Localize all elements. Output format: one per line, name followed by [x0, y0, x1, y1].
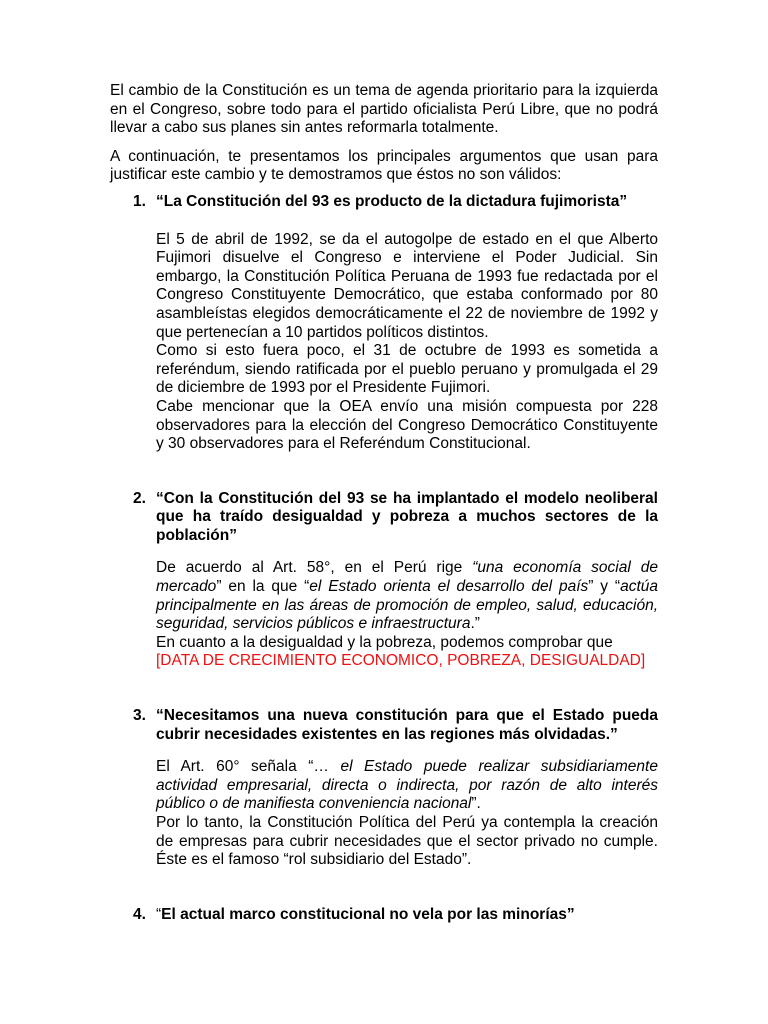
- argument-paragraph: Cabe mencionar que la OEA envío una misión compuesta por 228 observadores para la elección del Congreso Democrático Constituyente y 30 observadores para el Referéndum Constitucional.: [156, 397, 658, 453]
- list-number: 4.: [133, 905, 146, 923]
- list-number: 2.: [133, 489, 146, 507]
- text-run: ” y “: [588, 578, 621, 596]
- list-number: 3.: [133, 707, 146, 725]
- argument-body: [156, 758, 658, 870]
- argument-paragraph: El 5 de abril de 1992, se da el autogolpe de estado en el que Alberto Fujimori disuelve el Congreso e interviene el Poder Judicial. Sin embargo, la Constitución Política Peruana de 1993 fue redactada por el Congreso Constituyente Democrático, que estaba conformado por 80 asambleístas elegidos democráticamente el 22 de noviembre de 1992 y que pertenecían a 10 partidos políticos distintos.: [156, 230, 658, 341]
- argument-paragraph: En cuanto a la desigualdad y la pobreza, podemos comprobar que: [156, 633, 613, 651]
- argument-body: [156, 231, 658, 454]
- argument-item-2: [110, 490, 658, 671]
- argument-heading: “Con la Constitución del 93 se ha implantado el modelo neoliberal que ha traído desigualdad y pobreza a muchos sectores de la población”: [156, 489, 658, 544]
- text-run: ”.: [471, 795, 481, 813]
- argument-paragraph: [156, 559, 658, 633]
- text-run: El actual marco constitucional no vela por las minorías”: [161, 905, 575, 923]
- argument-paragraph: [156, 758, 658, 814]
- intro-paragraph-1: El cambio de la Constitución es un tema de agenda prioritario para la izquierda en el Congreso, sobre todo para el partido oficialista Perú Libre, que no podrá llevar a cabo sus planes sin antes reformarla totalmente.: [110, 82, 658, 137]
- arguments-list: [110, 193, 658, 924]
- argument-item-4: [110, 906, 658, 925]
- text-run: “: [156, 905, 162, 923]
- quote-text: actúa principalmente en las áreas de promoción de empleo, salud, educación, seguridad, servicios públicos e infraestructura: [156, 578, 659, 633]
- argument-item-1: [110, 193, 658, 454]
- data-placeholder: [DATA DE CRECIMIENTO ECONOMICO, POBREZA, DESIGUALDAD]: [156, 652, 646, 670]
- argument-heading: [156, 906, 658, 925]
- argument-body: [156, 559, 658, 671]
- intro-paragraph-2: A continuación, te presentamos los principales argumentos que usan para justificar este cambio y te demostramos que éstos no son válidos:: [110, 147, 658, 184]
- text-run: ” en la que “: [216, 578, 310, 596]
- argument-item-3: [110, 707, 658, 870]
- argument-paragraph: Como si esto fuera poco, el 31 de octubre de 1993 es sometida a referéndum, siendo ratificada por el pueblo peruano y promulgada el 29 de diciembre de 1993 por el Presidente Fujimori.: [156, 342, 658, 397]
- quote-text: el Estado orienta el desarrollo del país: [309, 578, 589, 596]
- quote-text: “una economía social de mercado: [156, 559, 658, 596]
- text-run: De acuerdo al Art. 58°, en el Perú rige: [156, 559, 473, 577]
- argument-paragraph: Por lo tanto, la Constitución Política del Perú ya contempla la creación de empresas para cubrir necesidades que el sector privado no cumple. Éste es el famoso “rol subsidiario del Estado”.: [156, 814, 658, 869]
- document-page: [110, 82, 658, 924]
- quote-text: el Estado puede realizar subsidiariamente actividad empresarial, directa o indirecta, por razón de alto interés público o de manifiesta conveniencia nacional: [156, 758, 658, 813]
- text-run: El Art. 60° señala “…: [156, 758, 341, 776]
- text-run: .”: [470, 615, 480, 633]
- argument-heading: “La Constitución del 93 es producto de la dictadura fujimorista”: [156, 192, 628, 210]
- list-number: 1.: [133, 192, 146, 210]
- argument-heading: “Necesitamos una nueva constitución para que el Estado pueda cubrir necesidades existentes en las regiones más olvidadas.”: [156, 707, 658, 743]
